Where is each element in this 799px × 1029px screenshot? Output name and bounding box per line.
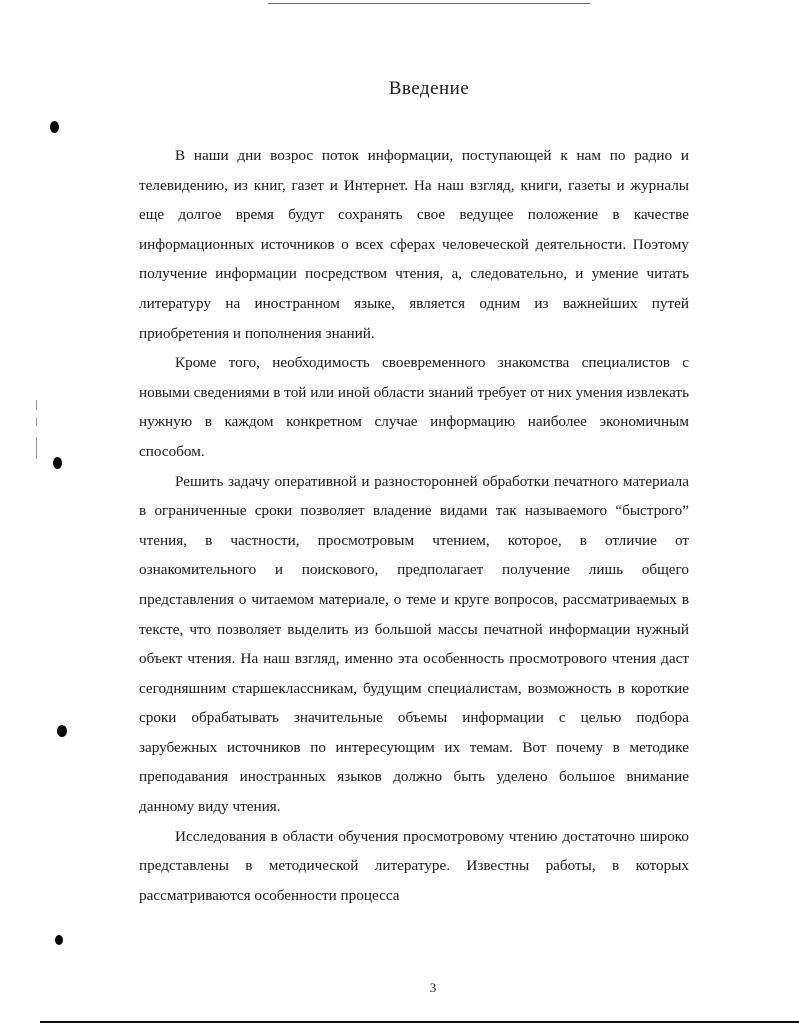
scan-edge-line-bottom	[40, 1021, 799, 1023]
scan-edge-gap	[240, 3, 268, 4]
punch-hole-mark	[57, 725, 67, 737]
margin-scan-tick	[36, 437, 37, 459]
page-number: 3	[429, 980, 437, 995]
paragraph: Исследования в области обучения просмотровому чтению достаточно широко представлены в методической литературе. Известны работы, в которых рассматриваются особенности процесса	[139, 827, 689, 904]
scan-edge-line-top	[240, 3, 590, 4]
paragraph: Решить задачу оперативной и разносторонней обработки печатного материала в ограниченные сроки позволяет владение видами так называемого “быстрого” чтения, в частности, просмотровым чтением, которое, в отличие от ознакомительного и поискового, предполагает получение лишь общего представления о читаемом материале, о теме и круге вопросов, рассматриваемых в тексте, что позволяет выделить из большой массы печатной информации нужный объект чтения. На наш взгляд, именно эта особенность просмотрового чтения даст сегодняшним старшеклассникам, будущим специалистам, возможность в короткие сроки обрабатывать значительные объемы информации с целью подбора зарубежных источников по интересующим их темам. Вот почему в методике преподавания иностранных языков должно быть уделено большое внимание данному виду чтения.	[139, 472, 689, 816]
page-title: Введение	[388, 78, 470, 99]
margin-scan-tick	[36, 418, 37, 426]
paragraph: Кроме того, необходимость своевременного знакомства специалистов с новыми сведениями в той или иной области знаний требует от них умения извлекать нужную в каждом конкретном случае информацию наиболее экономичным способом.	[139, 354, 689, 460]
punch-hole-mark	[55, 935, 63, 945]
paragraph: В наши дни возрос поток информации, поступающей к нам по радио и телевидению, из книг, газет и Интернет. На наш взгляд, книги, газеты и журналы еще долгое время будут сохранять свое ведущее положение в качестве информационных источников о всех сферах человеческой деятельности. Поэтому получение информации посредством чтения, а, следовательно, и умение читать литературу на иностранном языке, является одним из важнейших путей приобретения и пополнения знаний.	[139, 147, 689, 342]
margin-scan-tick	[36, 400, 37, 410]
document-body	[139, 141, 689, 910]
punch-hole-mark	[50, 121, 59, 133]
punch-hole-mark	[53, 457, 62, 469]
